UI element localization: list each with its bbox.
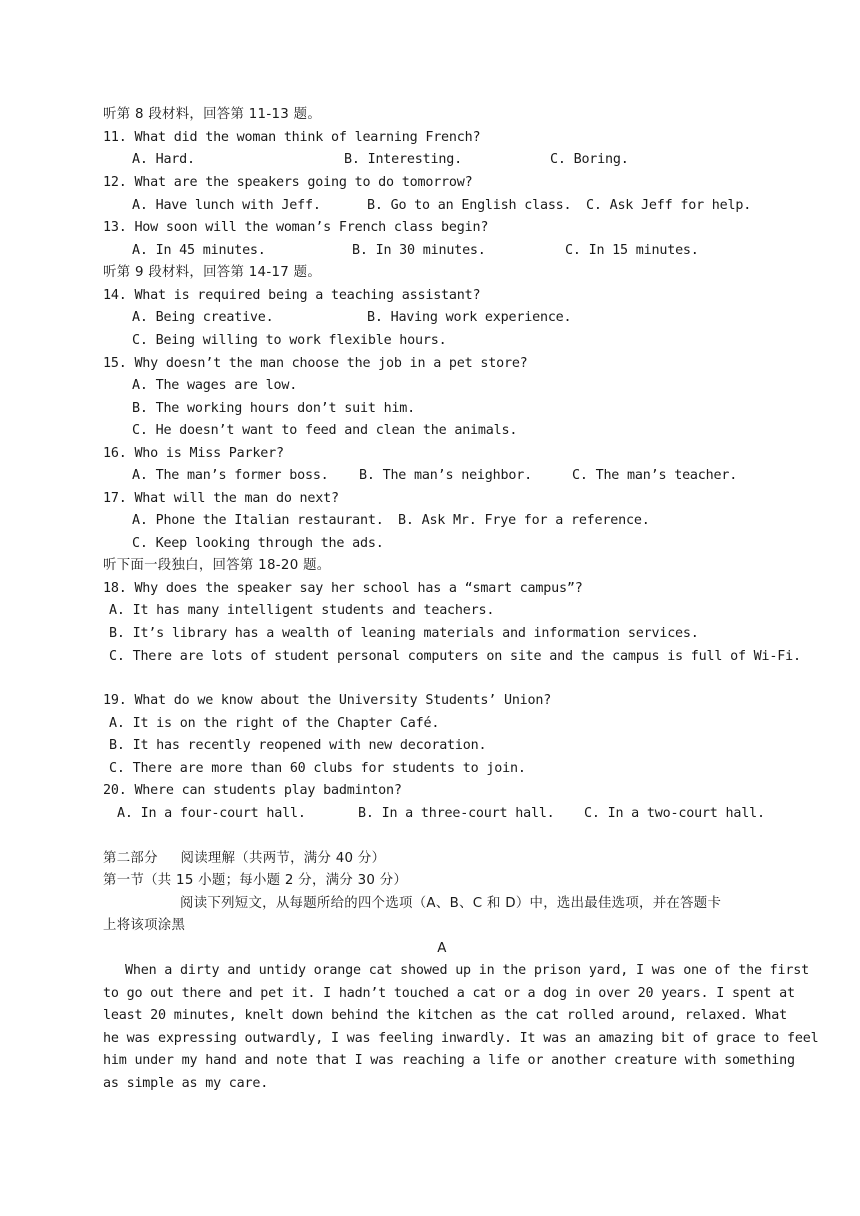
q20-option-a: A. In a four-court hall. <box>117 806 306 821</box>
q16-option-b: B. The man’s neighbor. <box>359 468 532 483</box>
q13-option-a: A. In 45 minutes. <box>132 243 266 258</box>
q11-option-a: A. Hard. <box>132 152 195 167</box>
question-15: 15. Why doesn’t the man choose the job in a pet store? <box>103 356 528 371</box>
passage-line-3: least 20 minutes, knelt down behind the kitchen as the cat rolled around, relaxed. What <box>103 1008 787 1023</box>
passage-line-6: as simple as my care. <box>103 1076 269 1091</box>
q14-option-b: B. Having work experience. <box>367 310 572 325</box>
instruction-line-1: 阅读下列短文，从每题所给的四个选项（A、B、C 和 D）中，选出最佳选项，并在答题卡 <box>180 896 722 911</box>
q17-option-a: A. Phone the Italian restaurant. <box>132 513 384 528</box>
q18-option-c: C. There are lots of student personal computers on site and the campus is full of Wi-Fi. <box>109 649 801 664</box>
q20-option-c: C. In a two-court hall. <box>584 806 765 821</box>
q19-option-c: C. There are more than 60 clubs for students to join. <box>109 761 526 776</box>
q16-option-a: A. The man’s former boss. <box>132 468 329 483</box>
part-two-title: 第二部分 阅读理解（共两节，满分 40 分） <box>103 851 386 866</box>
section-heading-8: 听第 8 段材料，回答第 11-13 题。 <box>103 107 322 122</box>
q17-option-c: C. Keep looking through the ads. <box>132 536 384 551</box>
instruction-line-2: 上将该项涂黑 <box>103 918 186 933</box>
question-11: 11. What did the woman think of learning French? <box>103 130 481 145</box>
question-18: 18. Why does the speaker say her school has a “smart campus”? <box>103 581 583 596</box>
section-heading-10: 听下面一段独白，回答第 18-20 题。 <box>103 558 331 573</box>
q11-option-c: C. Boring. <box>550 152 629 167</box>
q19-option-a: A. It is on the right of the Chapter Café. <box>109 716 440 731</box>
question-17: 17. What will the man do next? <box>103 491 339 506</box>
q12-option-c: C. Ask Jeff for help. <box>586 198 752 213</box>
passage-line-4: he was expressing outwardly, I was feeling inwardly. It was an amazing bit of grace to feel <box>103 1031 819 1046</box>
q20-option-b: B. In a three-court hall. <box>358 806 555 821</box>
q13-option-b: B. In 30 minutes. <box>352 243 486 258</box>
q18-option-b: B. It’s library has a wealth of leaning materials and information services. <box>109 626 699 641</box>
question-16: 16. Who is Miss Parker? <box>103 446 284 461</box>
passage-line-2: to go out there and pet it. I hadn’t touched a cat or a dog in over 20 years. I spent at <box>103 986 795 1001</box>
question-20: 20. Where can students play badminton? <box>103 783 402 798</box>
passage-letter: A <box>437 941 447 956</box>
section-heading-9: 听第 9 段材料，回答第 14-17 题。 <box>103 265 322 280</box>
question-12: 12. What are the speakers going to do tomorrow? <box>103 175 473 190</box>
passage-line-5: him under my hand and note that I was reaching a life or another creature with something <box>103 1053 795 1068</box>
q14-option-c: C. Being willing to work flexible hours. <box>132 333 447 348</box>
q12-option-b: B. Go to an English class. <box>367 198 572 213</box>
q14-option-a: A. Being creative. <box>132 310 274 325</box>
question-13: 13. How soon will the woman’s French class begin? <box>103 220 489 235</box>
q12-option-a: A. Have lunch with Jeff. <box>132 198 321 213</box>
section-one-title: 第一节（共 15 小题；每小题 2 分，满分 30 分） <box>103 873 408 888</box>
q19-option-b: B. It has recently reopened with new decoration. <box>109 738 487 753</box>
q11-option-b: B. Interesting. <box>344 152 462 167</box>
question-14: 14. What is required being a teaching assistant? <box>103 288 481 303</box>
question-19: 19. What do we know about the University Students’ Union? <box>103 693 552 708</box>
q15-option-b: B. The working hours don’t suit him. <box>132 401 416 416</box>
q18-option-a: A. It has many intelligent students and teachers. <box>109 603 495 618</box>
q15-option-c: C. He doesn’t want to feed and clean the animals. <box>132 423 518 438</box>
q15-option-a: A. The wages are low. <box>132 378 298 393</box>
q16-option-c: C. The man’s teacher. <box>572 468 738 483</box>
passage-line-1: When a dirty and untidy orange cat showed up in the prison yard, I was one of the first <box>125 963 809 978</box>
q13-option-c: C. In 15 minutes. <box>565 243 699 258</box>
q17-option-b: B. Ask Mr. Frye for a reference. <box>398 513 650 528</box>
